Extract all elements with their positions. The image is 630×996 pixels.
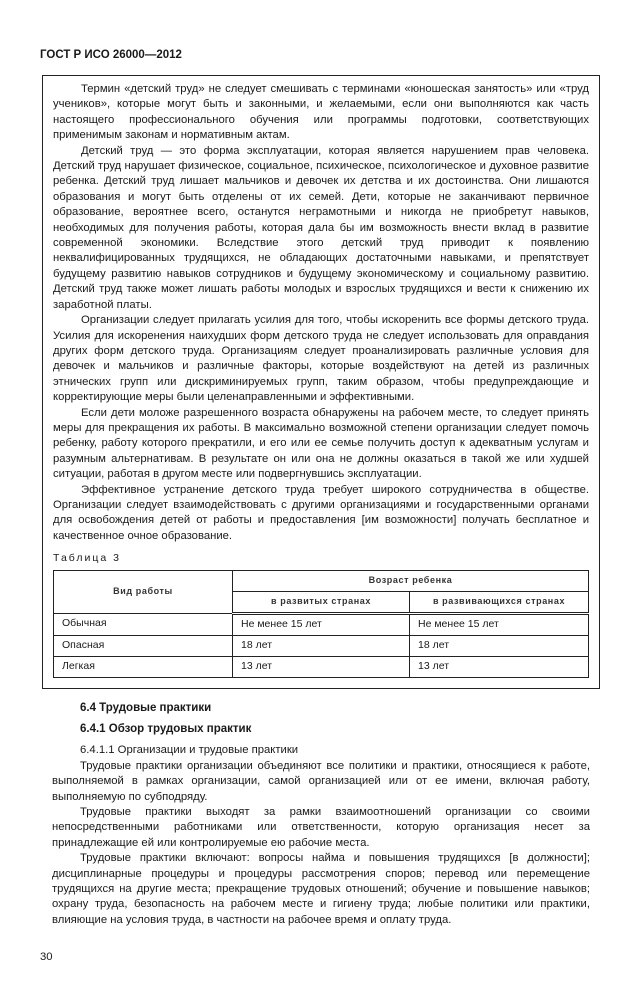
cell: Не менее 15 лет: [410, 613, 589, 635]
paragraph: Термин «детский труд» не следует смешивать с терминами «юношеская занятость» или «труд учеников», которые могут быть и законными, и желаемыми, если они выполняются как часть настоящего профессионального обучения или программы подготовки, соответствующих применимым законам и нормативным актам.: [53, 83, 589, 142]
cell: 18 лет: [233, 635, 410, 656]
cell: Обычная: [54, 613, 233, 635]
paragraph: Трудовые практики выходят за рамки взаимоотношений организации со своими непосредственными работниками или ответственности, которую организация несет за принадлежащие ей или контролируемые ею рабочие места.: [52, 806, 590, 849]
document-header: ГОСТ Р ИСО 26000—2012: [40, 49, 182, 61]
cell: 13 лет: [233, 656, 410, 677]
header-developing: в развивающихся странах: [410, 591, 589, 613]
section-6-4: [52, 701, 590, 929]
paragraph: Организации следует прилагать усилия для того, чтобы искоренить все формы детского труда. Усилия для искоренения наихудших форм детского труда не следует использовать для оправдания других форм детского труда. Организациям следует проанализировать различные условия для девочек и мальчиков и различные факторы, которые воздействуют на детей из различных этнических групп или дискриминируемых групп, таким образом, чтобы предупреждающие и корректирующие меры были целенаправленными и эффективными.: [53, 314, 589, 404]
cell: Не менее 15 лет: [233, 613, 410, 635]
paragraph: Трудовые практики организации объединяют все политики и практики, относящиеся к работе, выполняемой в рамках организации, самой организацией или от ее имени, включая работу, выполняемую по субподряду.: [52, 759, 590, 803]
paragraph: Трудовые практики включают: вопросы найма и повышения трудящихся [в должности]; дисциплинарные процедуры и процедуры рассмотрения споров; перевод или перемещение трудящихся на другие места; прекращение трудовых отношений; обучение и повышение навыков; охрану труда, безопасность на рабочем месте и гигиену труда; любые политики или практики, влияющие на условия труда, в частности на рабочее время и оплату труда.: [52, 852, 590, 926]
header-developed: в развитых странах: [233, 591, 410, 613]
table-row: [54, 613, 589, 635]
clause-heading: 6.4.1.1 Организации и трудовые практики: [80, 744, 299, 757]
subsection-heading: 6.4.1 Обзор трудовых практик: [80, 723, 252, 735]
paragraph: Эффективное устранение детского труда требует широкого сотрудничества в обществе. Организации следует взаимодействовать с другими организациями и государственными органами для освобождения детей от работы и предоставления [им возможности] получать бесплатное и качественное очное образование.: [53, 483, 589, 542]
paragraph: Детский труд — это форма эксплуатации, которая является нарушением прав человека. Детский труд нарушает физическое, социальное, психическое, психологическое и духовное развитие ребенка. Детский труд лишает мальчиков и девочек их детства и их достоинства. Они лишаются образования и могут быть отделены от их семей. Дети, которые не заканчивают первичное образование, вероятнее всего, останутся неграмотными и никогда не приобретут навыков, необходимых для получения работы, которая дала бы им возможность внести вклад в развитие современной экономики. Вследствие этого детский труд приводит к появлению неквалифицированных трудящихся, не обладающих достаточными навыками, и препятствует будущему развитию навыков сотрудников и будущему экономическому и социальному развитию. Детский труд также может лишать работы молодых и взрослых трудящихся и вести к снижению их заработной платы.: [53, 144, 589, 311]
cell: Опасная: [54, 635, 233, 656]
cell: Легкая: [54, 656, 233, 677]
header-child-age: Возраст ребенка: [233, 570, 589, 591]
page-number: 30: [40, 951, 53, 964]
section-heading: 6.4 Трудовые практики: [80, 701, 212, 714]
table-row: [54, 635, 589, 656]
framed-note-box: [42, 75, 600, 689]
header-work-type: Вид работы: [54, 570, 233, 613]
table-caption: Таблица 3: [53, 552, 121, 565]
cell: 13 лет: [410, 656, 589, 677]
cell: 18 лет: [410, 635, 589, 656]
table-row: [54, 656, 589, 677]
child-age-table: [53, 570, 589, 678]
paragraph: Если дети моложе разрешенного возраста обнаружены на рабочем месте, то следует принять меры для прекращения их работы. В максимально возможной степени организации следует помочь ребенку, работу которого прекратили, и его или ее семье получить доступ к адекватным услугам и разумным альтернативам. В результате он или она не должны оказаться в такой же или худшей ситуации, работая в другом месте или подвергнувшись эксплуатации.: [53, 406, 589, 481]
